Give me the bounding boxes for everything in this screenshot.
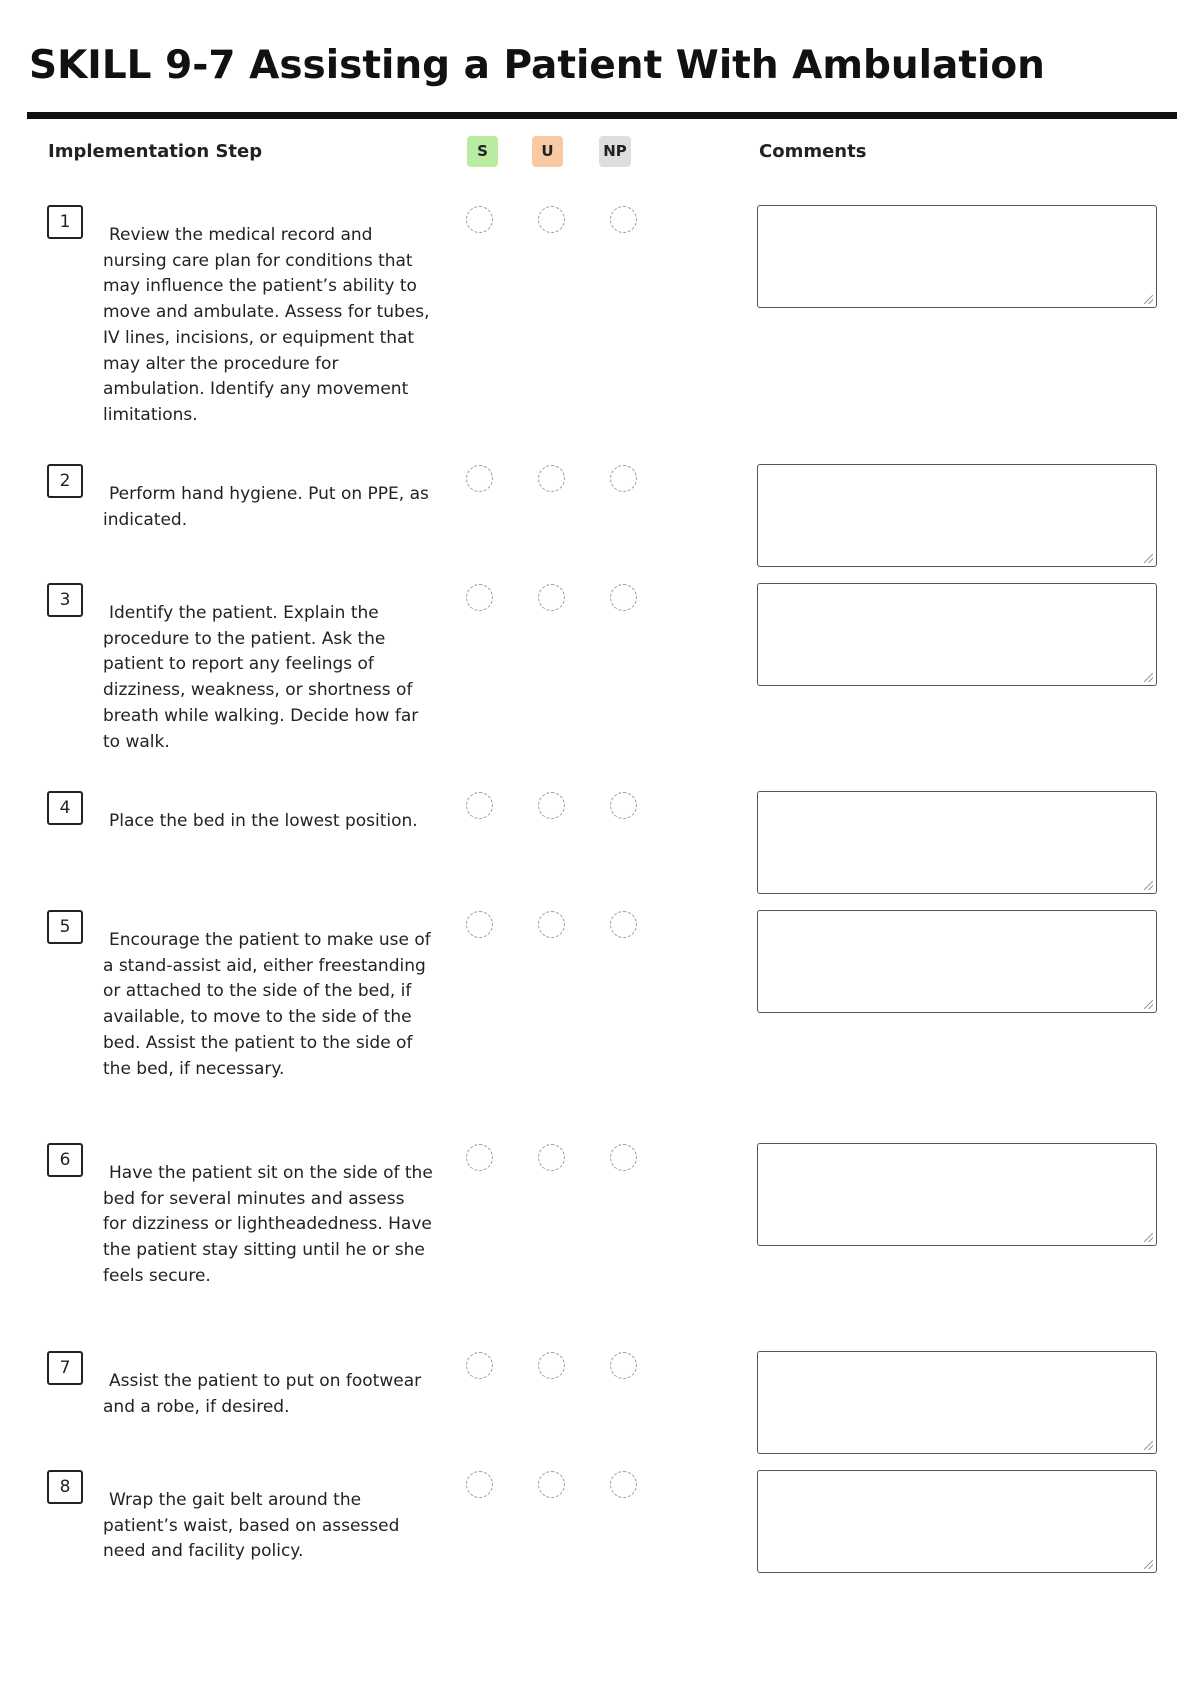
unsatisfactory-radio[interactable] bbox=[538, 1144, 565, 1171]
resize-handle-icon[interactable] bbox=[1144, 1441, 1153, 1450]
comment-textarea[interactable] bbox=[757, 205, 1157, 308]
page-title: SKILL 9-7 Assisting a Patient With Ambulation bbox=[29, 43, 1045, 88]
not-performed-radio[interactable] bbox=[610, 792, 637, 819]
comment-textarea[interactable] bbox=[757, 464, 1157, 567]
step-number-badge: 4 bbox=[47, 791, 83, 825]
comment-textarea[interactable] bbox=[757, 583, 1157, 686]
step-description: Place the bed in the lowest position. bbox=[109, 811, 418, 831]
column-header-row bbox=[0, 136, 1200, 170]
title-divider bbox=[27, 112, 1177, 119]
implementation-step-header: Implementation Step bbox=[48, 141, 263, 162]
unsatisfactory-radio[interactable] bbox=[538, 1352, 565, 1379]
not-performed-radio[interactable] bbox=[610, 911, 637, 938]
step-description: Wrap the gait belt around the patient’s waist, based on assessed need and facility policy. bbox=[103, 1490, 400, 1562]
unsatisfactory-radio[interactable] bbox=[538, 584, 565, 611]
satisfactory-radio[interactable] bbox=[466, 792, 493, 819]
step-number-badge: 2 bbox=[47, 464, 83, 498]
not-performed-radio[interactable] bbox=[610, 1144, 637, 1171]
not-performed-radio[interactable] bbox=[610, 1471, 637, 1498]
unsatisfactory-radio[interactable] bbox=[538, 911, 565, 938]
satisfactory-radio[interactable] bbox=[466, 911, 493, 938]
satisfactory-radio[interactable] bbox=[466, 1144, 493, 1171]
resize-handle-icon[interactable] bbox=[1144, 1560, 1153, 1569]
step-description: Identify the patient. Explain the procedure to the patient. Ask the patient to report any feelings of dizziness, weakness, or shortness of breath while walking. Decide how far to walk. bbox=[103, 603, 419, 752]
comment-textarea[interactable] bbox=[757, 910, 1157, 1013]
satisfactory-radio[interactable] bbox=[466, 1352, 493, 1379]
not-performed-radio[interactable] bbox=[610, 206, 637, 233]
satisfactory-radio[interactable] bbox=[466, 1471, 493, 1498]
unsatisfactory-radio[interactable] bbox=[538, 206, 565, 233]
comment-textarea[interactable] bbox=[757, 1143, 1157, 1246]
np-column-badge: NP bbox=[599, 136, 631, 167]
satisfactory-radio[interactable] bbox=[466, 584, 493, 611]
u-column-badge: U bbox=[532, 136, 563, 167]
satisfactory-radio[interactable] bbox=[466, 465, 493, 492]
step-description: Have the patient sit on the side of the bed for several minutes and assess for dizziness or lightheadedness. Have the patient stay sitting until he or she feels secure. bbox=[103, 1163, 433, 1286]
step-number-badge: 8 bbox=[47, 1470, 83, 1504]
unsatisfactory-radio[interactable] bbox=[538, 792, 565, 819]
resize-handle-icon[interactable] bbox=[1144, 554, 1153, 563]
comment-textarea[interactable] bbox=[757, 791, 1157, 894]
step-number-badge: 5 bbox=[47, 910, 83, 944]
comments-header: Comments bbox=[759, 141, 867, 162]
step-description: Assist the patient to put on footwear and a robe, if desired. bbox=[103, 1371, 422, 1417]
s-column-badge: S bbox=[467, 136, 498, 167]
comment-textarea[interactable] bbox=[757, 1470, 1157, 1573]
resize-handle-icon[interactable] bbox=[1144, 881, 1153, 890]
resize-handle-icon[interactable] bbox=[1144, 673, 1153, 682]
not-performed-radio[interactable] bbox=[610, 1352, 637, 1379]
step-description: Review the medical record and nursing care plan for conditions that may influence the patient’s ability to move and ambulate. Assess for tubes, IV lines, incisions, or equipment that may alter the procedure for ambulation. Identify any movement limitations. bbox=[103, 225, 430, 425]
satisfactory-radio[interactable] bbox=[466, 206, 493, 233]
step-number-badge: 7 bbox=[47, 1351, 83, 1385]
step-description: Encourage the patient to make use of a stand-assist aid, either freestanding or attached to the side of the bed, if available, to move to the side of the bed. Assist the patient to the side of the bed, if necessary. bbox=[103, 930, 431, 1079]
resize-handle-icon[interactable] bbox=[1144, 295, 1153, 304]
resize-handle-icon[interactable] bbox=[1144, 1000, 1153, 1009]
resize-handle-icon[interactable] bbox=[1144, 1233, 1153, 1242]
step-number-badge: 6 bbox=[47, 1143, 83, 1177]
step-description: Perform hand hygiene. Put on PPE, as indicated. bbox=[103, 484, 429, 530]
step-number-badge: 3 bbox=[47, 583, 83, 617]
unsatisfactory-radio[interactable] bbox=[538, 1471, 565, 1498]
unsatisfactory-radio[interactable] bbox=[538, 465, 565, 492]
not-performed-radio[interactable] bbox=[610, 584, 637, 611]
step-number-badge: 1 bbox=[47, 205, 83, 239]
comment-textarea[interactable] bbox=[757, 1351, 1157, 1454]
not-performed-radio[interactable] bbox=[610, 465, 637, 492]
